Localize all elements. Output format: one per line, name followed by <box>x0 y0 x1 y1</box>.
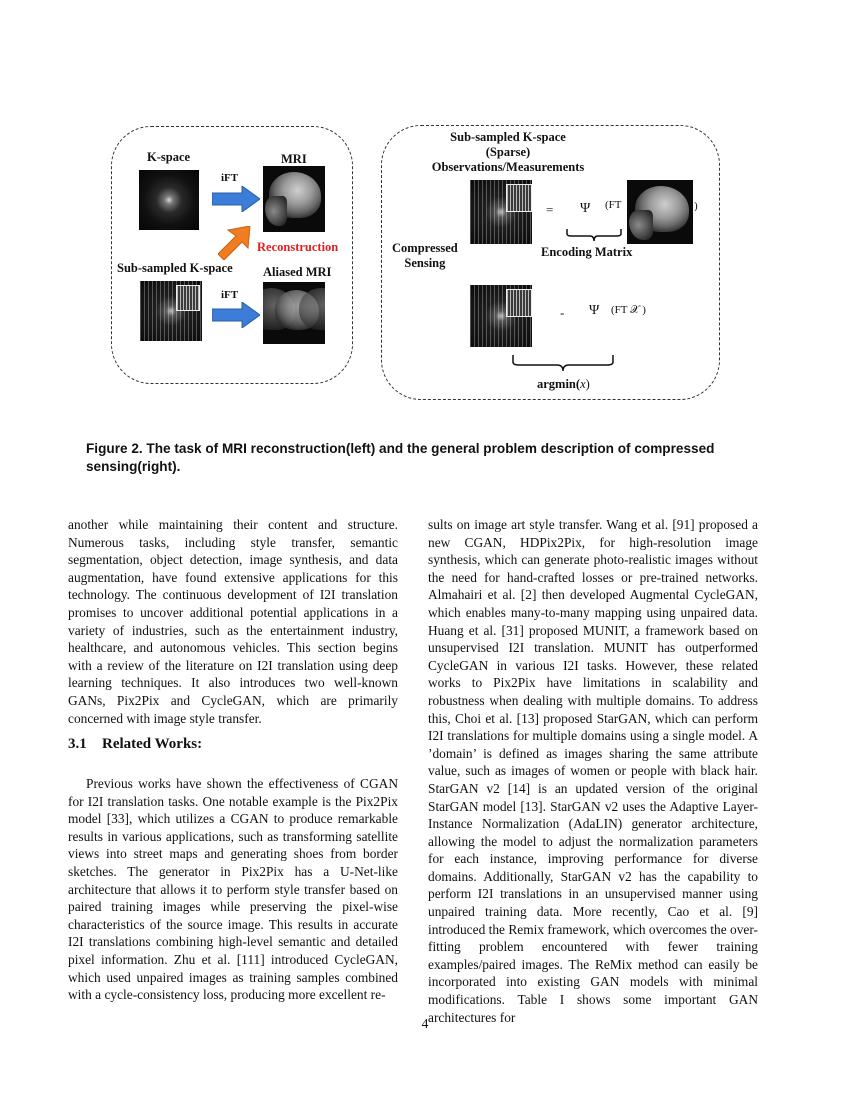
encoding-brace-icon <box>566 228 622 242</box>
section-title: Related Works: <box>102 736 203 752</box>
right-column <box>428 516 758 1026</box>
title-line-2: (Sparse) <box>485 145 531 159</box>
ift-bottom-label: iFT <box>221 289 239 301</box>
ft-x-expression: (FT 𝒳 ) <box>611 304 646 316</box>
argmin-brace-icon <box>512 354 614 372</box>
encoding-matrix-label: Encoding Matrix <box>541 245 633 259</box>
argmin-label <box>537 377 590 392</box>
page-number: 4 <box>421 1016 429 1031</box>
mri-image <box>263 166 325 232</box>
subsampled-kspace-image <box>140 281 202 341</box>
title-line-1: Sub-sampled K-space <box>450 130 566 144</box>
psi-symbol-bottom: Ψ <box>589 303 600 318</box>
reconstruction-label: Reconstruction <box>257 240 339 254</box>
compressed-line: Compressed <box>392 241 458 255</box>
left-column <box>68 516 398 727</box>
argmin-text: argmin( <box>537 377 581 391</box>
section-heading <box>68 736 202 753</box>
equals-sign: = <box>546 202 554 217</box>
psi-symbol-top: Ψ <box>580 201 591 216</box>
right-panel-title <box>418 130 598 175</box>
right-paragraph: sults on image art style transfer. Wang et al. [91] proposed a new CGAN, HDPix2Pix, for high-resolution image synthesis, which can generate photo-realistic images without the need for hand-crafted losses or pre-trained networks. Almahairi et al. [2] then developed Augmental CycleGAN, which enables many-to-many mapping using unpaired data. Huang et al. [31] proposed MUNIT, a framework based on unsupervised I2I translation. MUNIT has outperformed CycleGAN in various I2I tasks. However, these related works to Pix2Pix have limitations in scalability and robustness when dealing with multiple domains. To address this, Choi et al. [13] proposed StarGAN, which can perform I2I translations for multiple domains using a single model. A ’domain’ is defined as images sharing the same attribute value, such as images of women or people with black hair. StarGAN v2 [14] is an updated version of the original StarGAN model [13]. StarGAN v2 uses the Adaptive Layer-Instance Normalization (AdaLIN) generator architecture, allowing the model to adjust the normalization parameters for each instance, improving performance for diverse domains. Additionally, StarGAN v2 has the capability to perform I2I translations in an unsupervised manner using unpaired training data. More recently, Cao et al. [9] introduced the Remix framework, which overcomes the over-fitting problem encountered with fewer training examples/paired images. The ReMix method can easily be incorporated into existing GAN models with minimal modifications. Table I shows some important GAN architectures for <box>428 517 758 1025</box>
ift-top-arrow-icon <box>212 186 260 212</box>
aliased-mri-image <box>263 282 325 344</box>
figure-caption: Figure 2. The task of MRI reconstruction(left) and the general problem description of compressed sensing(right). <box>86 441 715 474</box>
kspace-image <box>139 170 199 230</box>
ift-bottom-arrow-icon <box>212 302 260 328</box>
title-line-3: Observations/Measurements <box>431 160 585 174</box>
aliased-mri-label: Aliased MRI <box>263 265 332 279</box>
kspace-label: K-space <box>147 150 191 164</box>
close-paren-top: ) <box>694 200 698 212</box>
argmin-variable: x <box>580 377 586 391</box>
minus-sign: - <box>560 305 565 320</box>
ift-top-label: iFT <box>221 172 239 184</box>
argmin-close: ) <box>585 377 590 391</box>
ft-open-top: (FT <box>605 199 622 211</box>
section-number: 3.1 <box>68 736 87 752</box>
mri-label: MRI <box>281 152 307 166</box>
sensing-line: Sensing <box>404 256 446 270</box>
sparse-kspace-image <box>470 180 532 244</box>
left-paragraph-1: another while maintaining their content and structure. Numerous tasks, including style transfer, semantic segmentation, object detection, image synthesis, and data augmentation, have found extensive applications for this technology. The continuous development of I2I translation promises to uncover additional potential applications in a variety of industries, such as the entertainment industry, healthcare, and autonomous vehicles. This section begins with a review of the literature on I2I translation using deep learning techniques. It also introduces two well-known GANs, Pix2Pix and CycleGAN, which are primarily concerned with image style transfer. <box>68 517 398 726</box>
subsampled-kspace-label: Sub-sampled K-space <box>117 261 233 275</box>
left-column-continued <box>68 775 398 1004</box>
compressed-sensing-label <box>392 241 458 271</box>
reconstruction-arrow-icon <box>218 226 252 260</box>
left-paragraph-2: Previous works have shown the effectiveness of CGAN for I2I translation tasks. One notable example is the Pix2Pix model [33], which utilizes a CGAN to produce remarkable results in various applications, such as transforming satellite views into street maps and generating shoes from border sketches. The generator in Pix2Pix has a U-Net-like architecture that allows it to perform style transfer based on paired training images while preserving the pixel-wise characteristics of the source image. This results in accurate I2I translations combining high-level semantic and detailed pixel information. Zhu et al. [111] introduced CycleGAN, which used unpaired images as training samples combined with a cycle-consistency loss, producing more excellent re- <box>68 776 398 1003</box>
measurement-kspace-image <box>470 285 532 347</box>
encoding-mri-image <box>627 180 693 244</box>
